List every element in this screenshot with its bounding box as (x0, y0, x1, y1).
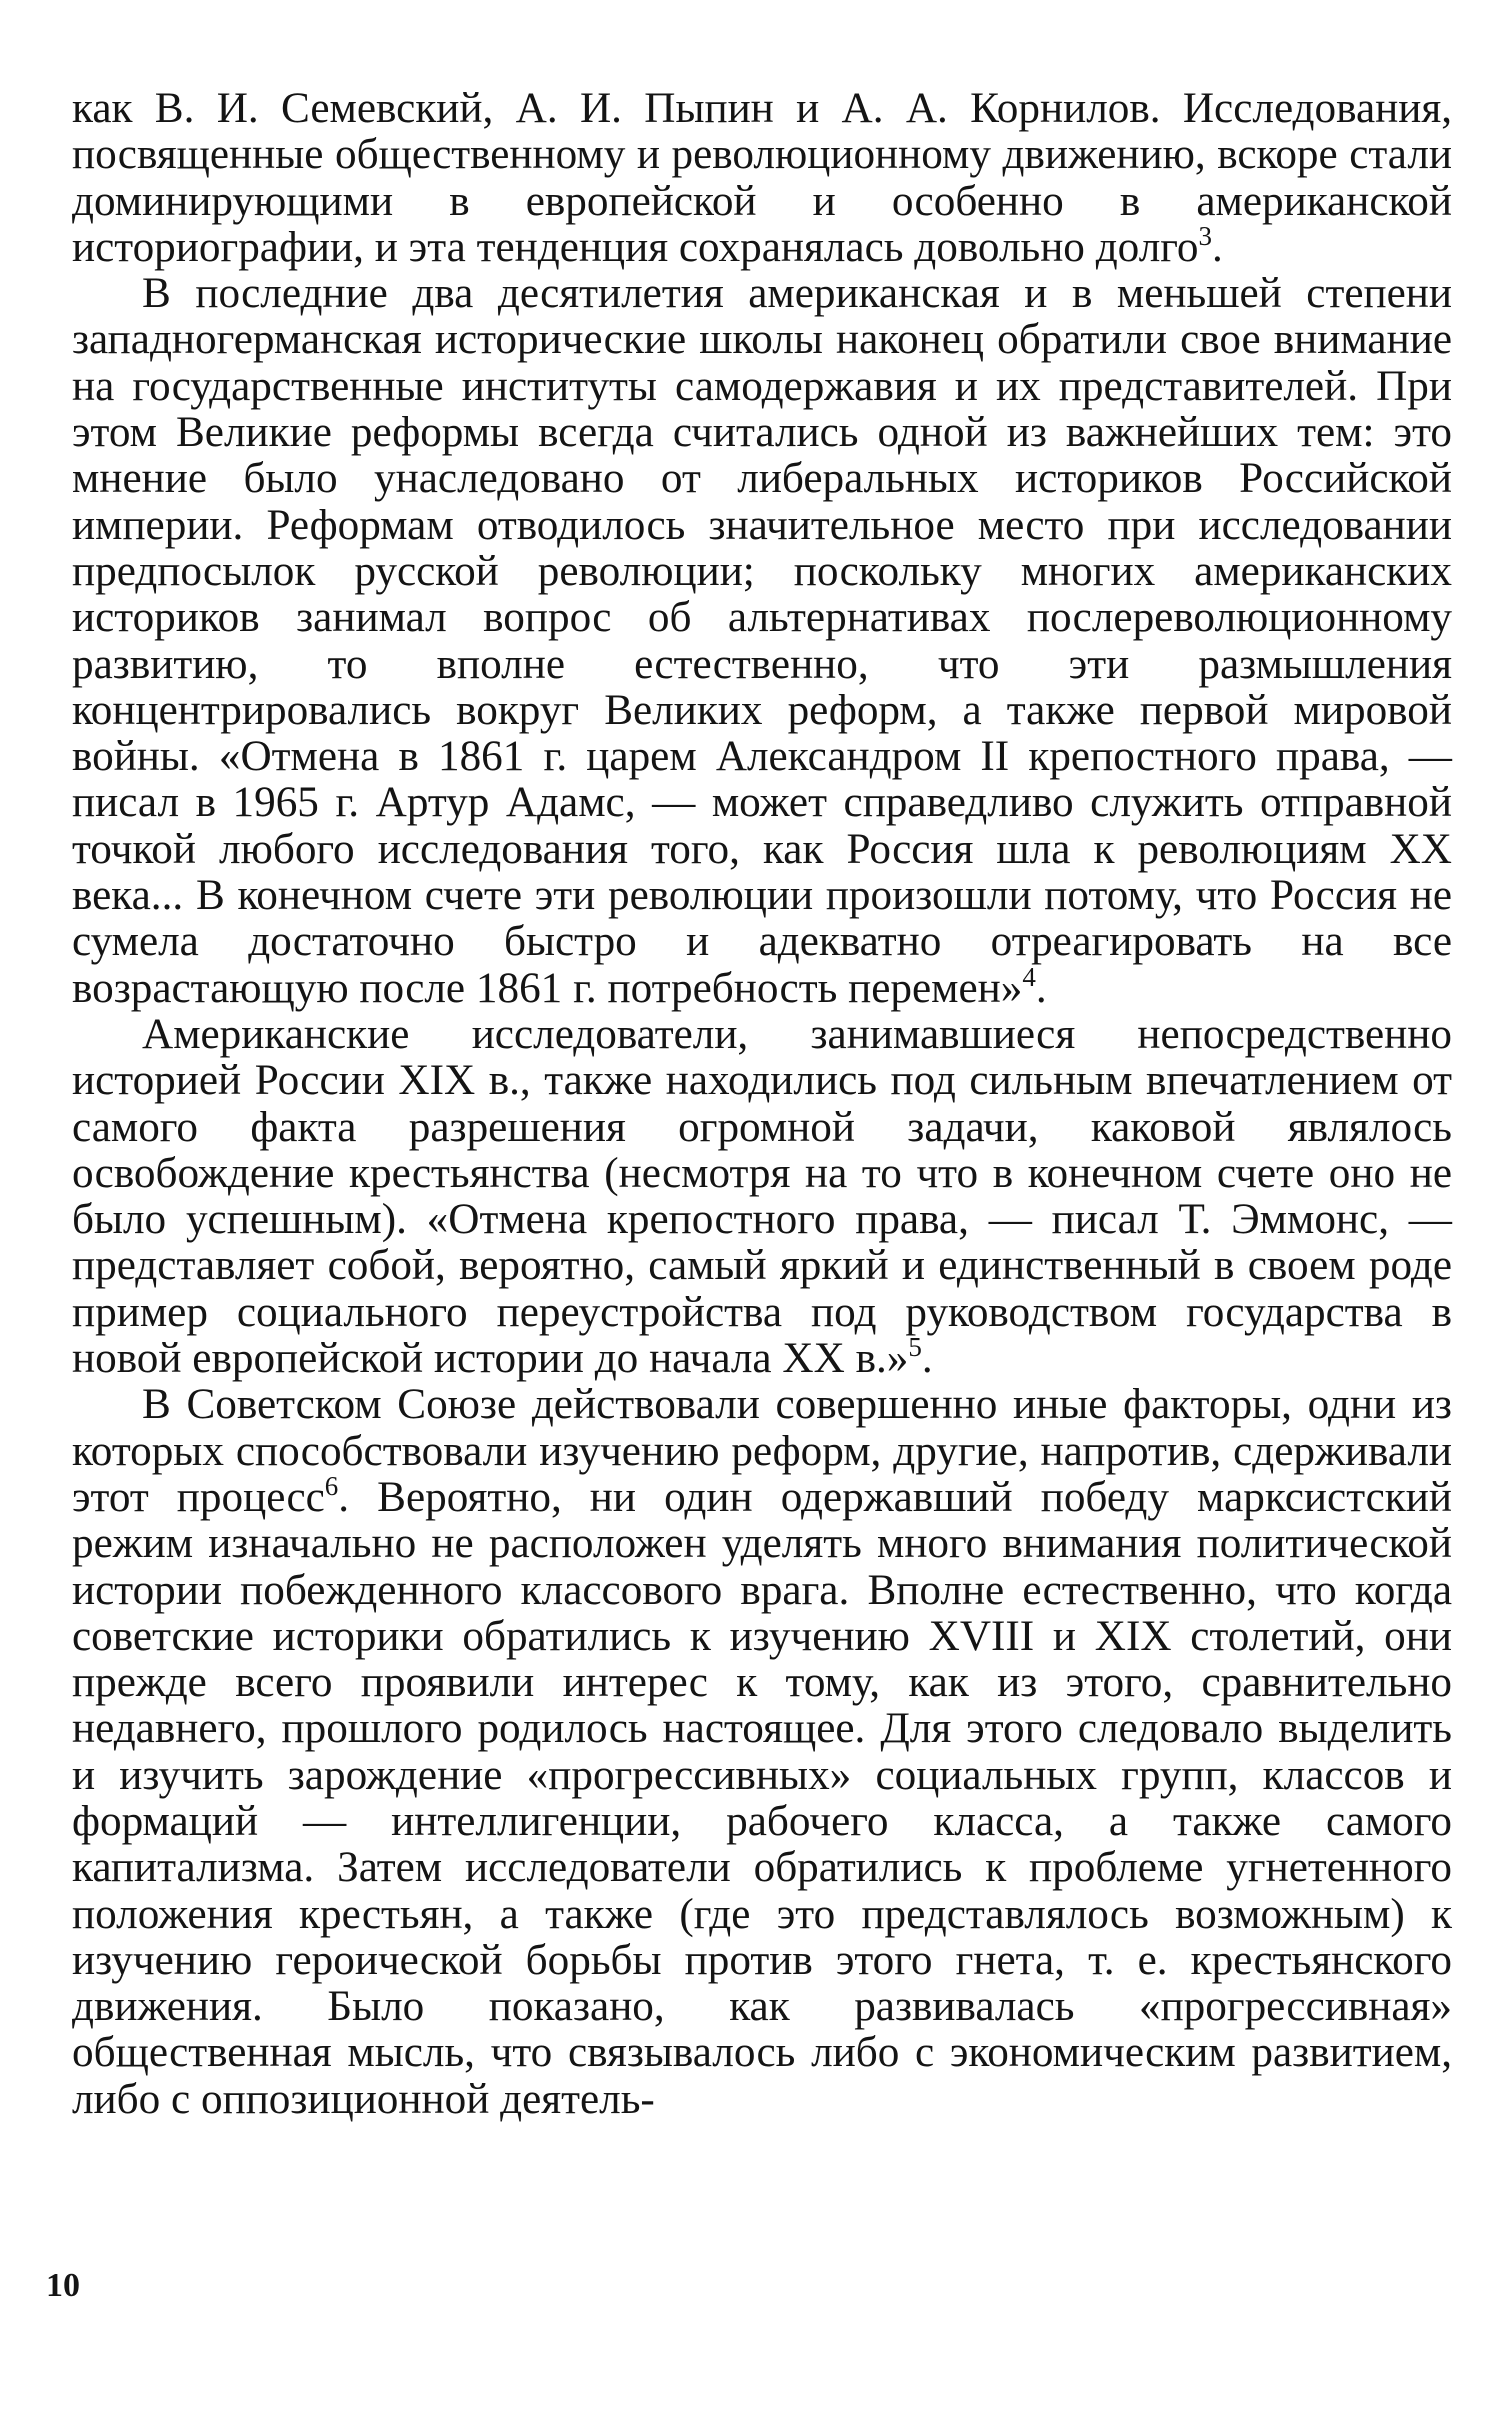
body-text (72, 86, 1452, 2123)
paragraph-4: В Советском Союзе действовали совершенно иные факторы, одни из которых способствовали изучению реформ, другие, напротив, сдерживали этот процесс$^6$. Вероятно, ни один одержавший победу марксистский режим изначально не расположен уделять много внимания политической истории побежденного классового врага. Вполне естественно, что когда советские историки обратились к изучению XVIII и XIX столетий, они прежде всего проявили интерес к тому, как из этого, сравнительно недавнего, прошлого родилось настоящее. Для этого следовало выделить и изучить зарождение «прогрессивных» социальных групп, классов и формаций — интеллигенции, рабочего класса, а также самого капитализма. Затем исследователи обратились к проблеме угнетенного положения крестьян, а также (где это представлялось возможным) к изучению героической борьбы против этого гнета, т. е. крестьянского движения. Было показано, как развивалась «прогрессивная» общественная мысль, что связывалось либо с экономическим развитием, либо с оппозиционной деятель- (72, 1381, 1452, 2123)
footnote-ref-6: 6 (324, 1470, 339, 1501)
footnote-ref-3: 3 (1198, 220, 1212, 251)
footnote-ref-5: 5 (908, 1332, 922, 1363)
paragraph-1: как В. И. Семевский, А. И. Пыпин и А. А. Корнилов. Исследования, посвященные общественному и революционному движению, вскоре стали доминирующими в европейской и особенно в американской историографии, и эта тенденция сохранялась довольно долго$^3$. (72, 85, 1452, 271)
page-number: 10 (46, 2267, 80, 2304)
footnote-ref-4: 4 (1022, 961, 1036, 992)
paragraph-2: В последние два десятилетия американская и в меньшей степени западногерманская исторические школы наконец обратили свое внимание на государственные институты самодержавия и их представителей. При этом Великие реформы всегда считались одной из важнейших тем: это мнение было унаследовано от либеральных историков Российской империи. Реформам отводилось значительное место при исследовании предпосылок русской революции; поскольку многих американских историков занимал вопрос об альтернативах послереволюционному развитию, то вполне естественно, что эти размышления концентрировались вокруг Великих реформ, а также первой мировой войны. «Отмена в 1861 г. царем Александром II крепостного права, — писал в 1965 г. Артур Адамс, — может справедливо служить отправной точкой любого исследования того, как Россия шла к революциям XX века... В конечном счете эти революции произошли потому, что Россия не сумела достаточно быстро и адекватно отреагировать на все возрастающую после 1861 г. потребность перемен»$^4$. (72, 270, 1452, 1012)
paragraph-3: Американские исследователи, занимавшиеся непосредственно историей России XIX в., также находились под сильным впечатлением от самого факта разрешения огромной задачи, каковой являлось освобождение крестьянства (несмотря на то что в конечном счете оно не было успешным). «Отмена крепостного права, — писал Т. Эммонс, — представляет собой, вероятно, самый яркий и единственный в своем роде пример социального переустройства под руководством государства в новой европейской истории до начала XX в.»$^5$. (72, 1010, 1452, 1383)
